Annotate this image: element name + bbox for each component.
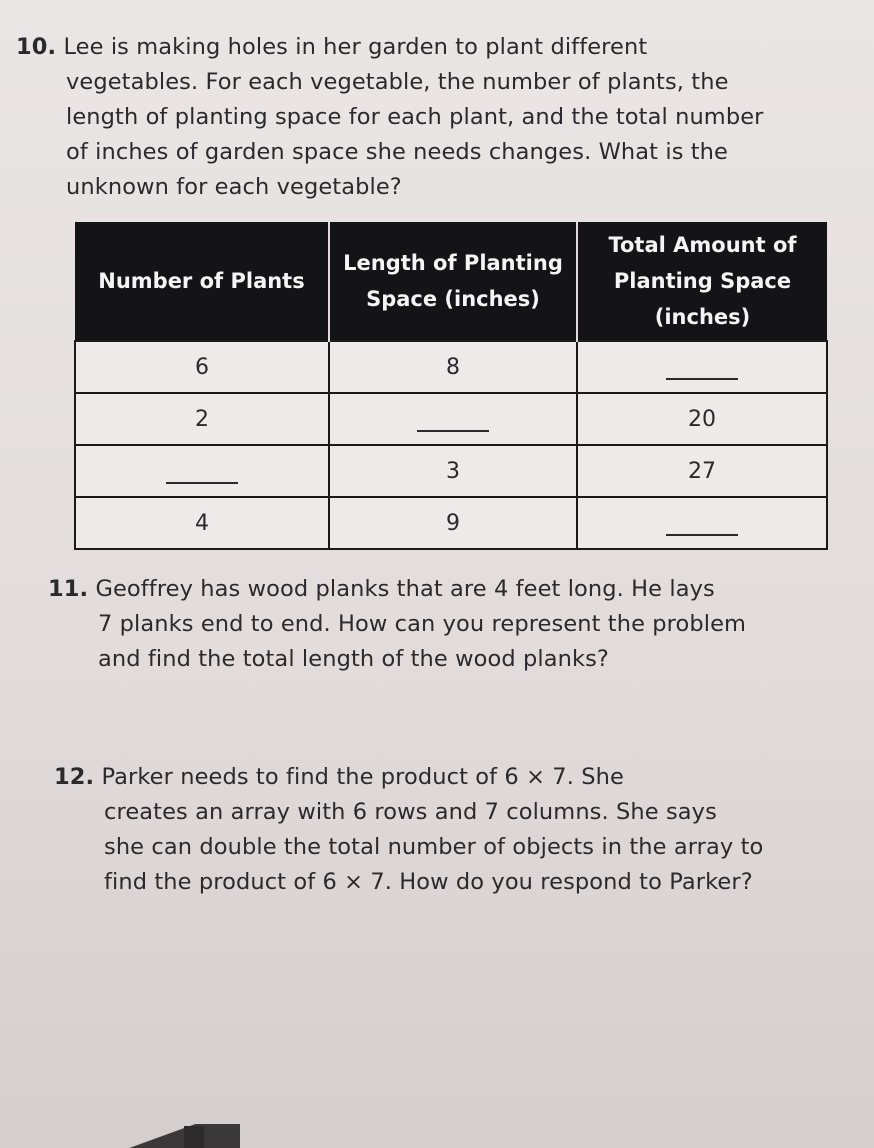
column-header: Total Amount of Planting Space (inches) [577,222,827,341]
answer-blank[interactable] [666,356,738,380]
table-cell: 6 [75,341,329,393]
table-cell: 3 [329,445,577,497]
answer-blank[interactable] [417,408,489,432]
column-header: Number of Plants [75,222,329,341]
table-cell: 2 [75,393,329,445]
table-cell: 8 [329,341,577,393]
table-cell: 9 [329,497,577,549]
table-cell: 27 [577,445,827,497]
answer-blank[interactable] [166,460,238,484]
question-10 [16,30,836,205]
table-cell: 20 [577,393,827,445]
question-12 [54,760,854,900]
table-row [75,341,827,393]
question-text-line: unknown for each vegetable? [66,174,402,200]
question-text-line: find the product of 6 × 7. How do you respond to Parker? [104,869,753,895]
question-text-line: Geoffrey has wood planks that are 4 feet long. He lays [95,576,715,602]
answer-blank[interactable] [666,512,738,536]
table-cell: 4 [75,497,329,549]
answer-blank-cell[interactable] [577,497,827,549]
answer-blank-cell[interactable] [75,445,329,497]
question-11 [48,572,848,677]
question-number: 12. [54,764,95,790]
answer-blank-cell[interactable] [577,341,827,393]
question-text-line: creates an array with 6 rows and 7 columns. She says [104,799,717,825]
table-header-row [75,222,827,341]
photo-shadow [184,1126,204,1148]
question-text-line: vegetables. For each vegetable, the number of plants, the [66,69,729,95]
question-text-line: length of planting space for each plant, and the total number [66,104,764,130]
table-row [75,393,827,445]
question-number: 10. [16,34,57,60]
question-text-line: of inches of garden space she needs changes. What is the [66,139,728,165]
question-text-line: 7 planks end to end. How can you represent the problem [98,611,747,637]
column-header: Length of Planting Space (inches) [329,222,577,341]
planting-table [74,222,828,550]
question-text-line: and find the total length of the wood planks? [98,646,609,672]
table-row [75,445,827,497]
photo-shadow [120,1124,240,1148]
question-text-line: Lee is making holes in her garden to plant different [63,34,648,60]
table-row [75,497,827,549]
question-text-line: Parker needs to find the product of 6 × 7. She [101,764,624,790]
answer-blank-cell[interactable] [329,393,577,445]
question-text-line: she can double the total number of objects in the array to [104,834,764,860]
question-number: 11. [48,576,89,602]
